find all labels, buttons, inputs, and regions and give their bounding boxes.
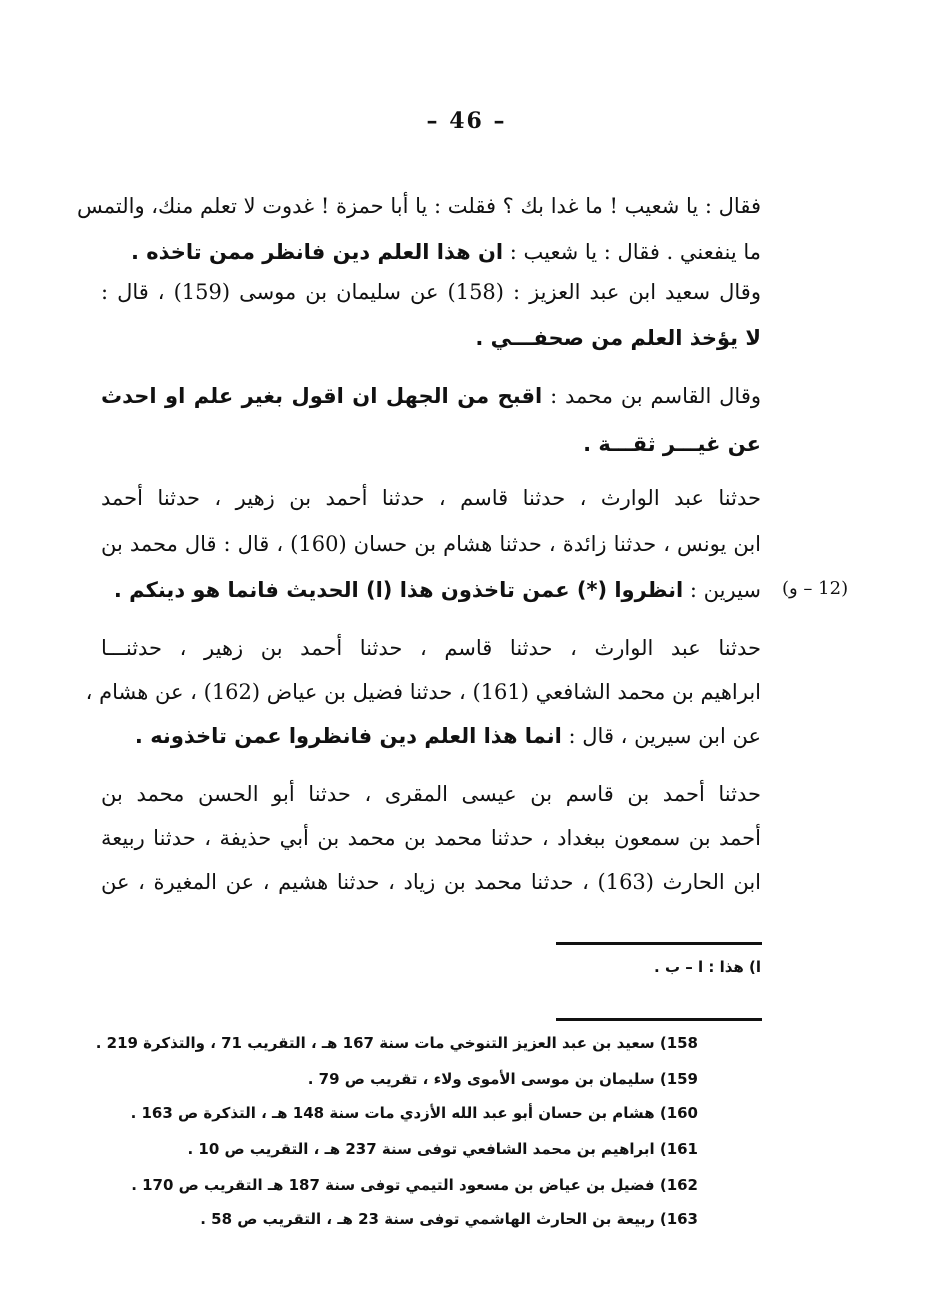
footnote: 158) سعيد بن عبد العزيز التنوخي مات سنة 167 هـ ، التقريب 71 ، والتذكرة 219 . xyxy=(95,1034,698,1052)
text-line: ابراهيم بن محمد الشافعي (161) ، حدثنا فضيل بن عياض (162) ، عن هشام ، xyxy=(85,680,761,704)
footnote-rule xyxy=(556,942,762,945)
text-line: سيرين : انظروا (*) عمن تاخذون هذا (ا) الحديث فانما هو دينكم . xyxy=(113,578,761,602)
text-line: وقال القاسم بن محمد : اقبح من الجهل ان اقول بغير علم او احدث xyxy=(101,384,761,408)
text-line: فقال : يا شعيب ! ما غدا بك ؟ فقلت : يا أبا حمزة ! غدوت لا تعلم منك، والتمس xyxy=(76,194,761,218)
footnote-rule xyxy=(556,1018,762,1021)
text-line: حدثنا عبد الوارث ، حدثنا قاسم ، حدثنا أحمد بن زهير ، حدثنـــا xyxy=(101,636,761,660)
footnote: 162) فضيل بن عياض بن مسعود التيمي توفى سنة 187 هـ التقريب ص 170 . xyxy=(131,1176,698,1194)
text-line: ابن الحارث (163) ، حدثنا محمد بن زياد ، حدثنا هشيم ، عن المغيرة ، عن xyxy=(101,870,761,894)
text-line: حدثنا أحمد بن قاسم بن عيسى المقرى ، حدثنا أبو الحسن محمد بن xyxy=(101,782,761,806)
margin-note: (12 – و) xyxy=(782,578,849,599)
footnote: 163) ربيعة بن الحارث الهاشمي توفى سنة 23 هـ ، التقريب ص 58 . xyxy=(200,1210,698,1228)
footnote: 161) ابراهيم بن محمد الشافعي توفى سنة 237 هـ ، التقريب ص 10 . xyxy=(187,1140,698,1158)
text-line: لا يؤخذ العلم من صحفـــي . xyxy=(475,326,761,350)
text-line: ما ينفعني . فقال : يا شعيب : ان هذا العلم دين فانظر ممن تاخذه . xyxy=(130,240,761,264)
text-line: وقال سعيد ابن عبد العزيز : (158) عن سليمان بن موسى (159) ، قال : xyxy=(101,280,761,304)
text-line: عن ابن سيرين ، قال : انما هذا العلم دين فانظروا عمن تاخذونه . xyxy=(134,724,761,748)
text-line: عن غيـــر ثقـــة . xyxy=(583,432,761,456)
footnote: 159) سليمان بن موسى الأموى ولاء ، تقريب ص 79 . xyxy=(307,1070,698,1088)
page-number: – 46 – xyxy=(426,108,507,134)
variant-note: ا) هذا : ا – ب . xyxy=(654,958,761,976)
text-line: حدثنا عبد الوارث ، حدثنا قاسم ، حدثنا أحمد بن زهير ، حدثنا أحمد xyxy=(101,486,761,510)
text-line: أحمد بن سمعون ببغداد ، حدثنا محمد بن محمد بن أبي حذيفة ، حدثنا ربيعة xyxy=(101,826,761,850)
text-line: ابن يونس ، حدثنا زائدة ، حدثنا هشام بن حسان (160) ، قال : قال محمد بن xyxy=(101,532,761,556)
footnote: 160) هشام بن حسان أبو عبد الله الأزدي مات سنة 148 هـ ، التذكرة ص 163 . xyxy=(130,1104,698,1122)
